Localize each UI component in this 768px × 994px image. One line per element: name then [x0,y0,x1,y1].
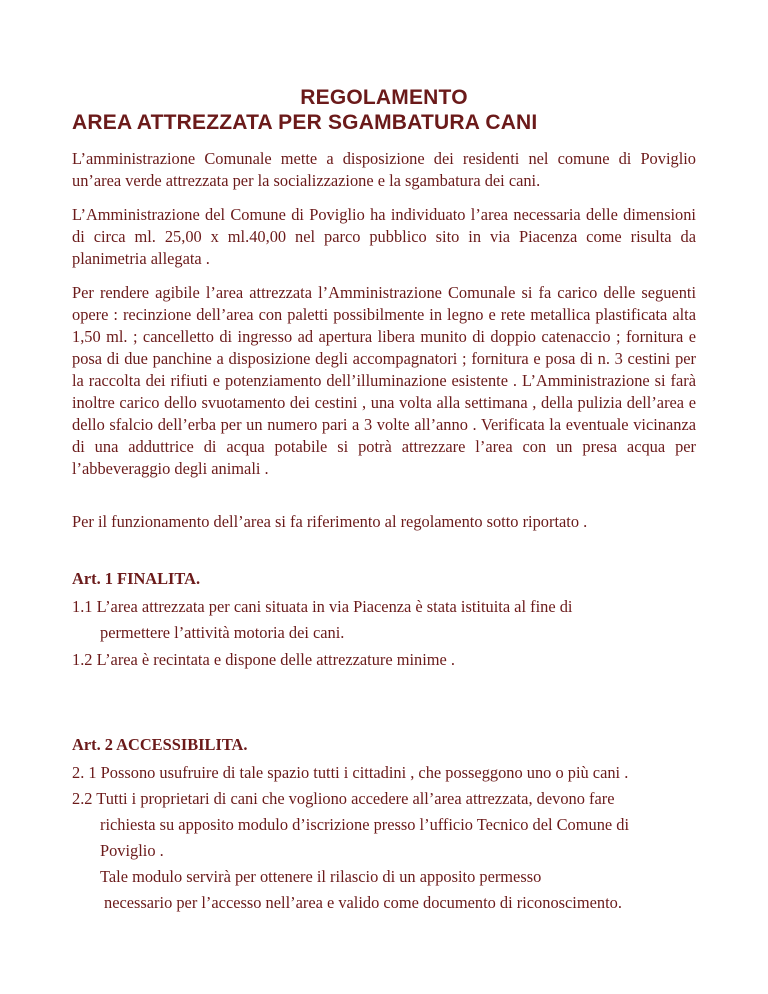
document-title: REGOLAMENTO [300,86,468,109]
article-2-item-2-line-3: Poviglio . [100,841,164,860]
article-2-item-2-line-4: Tale modulo servirà per ottenere il rilascio di un apposito permesso [100,867,542,886]
document-subtitle: AREA ATTREZZATA PER SGAMBATURA CANI [72,111,538,134]
article-1-item-1-line-1: 1.1 L’area attrezzata per cani situata in via Piacenza è stata istituita al fine di [72,597,573,616]
article-1-heading: Art. 1 FINALITA. [72,569,201,588]
intro-paragraph-3: Per rendere agibile l’area attrezzata l’Amministrazione Comunale si fa carico delle seguenti opere : recinzione dell’area con paletti possibilmente in legno e rete metallica plastificata alta 1,50 ml. ; cancelletto di ingresso ad apertura libera munito di doppio catenaccio ; fornitura e posa di due panchine a disposizione degli accompagnatori ; fornitura e posa di n. 3 cestini per la raccolta dei rifiuti e potenziamento dell’illuminazione esistente . L’Amministrazione si farà inoltre carico dello svuotamento dei cestini , una volta alla settimana , della pulizia dell’area e dello sfalcio dell’erba per un numero pari a 3 volte all’anno . Verificata la eventuale vicinanza di una adduttrice di acqua potabile si potrà attrezzare l’area con un presa acqua per l’abbeveraggio degli animali . [72,283,696,478]
article-2-item-2-line-5: necessario per l’accesso nell’area e valido come documento di riconoscimento. [104,893,622,912]
article-2-item-1: 2. 1 Possono usufruire di tale spazio tutti i cittadini , che posseggono uno o più cani . [72,763,629,782]
intro-paragraph-2: L’Amministrazione del Comune di Poviglio ha individuato l’area necessaria delle dimensioni di circa ml. 25,00 x ml.40,00 nel parco pubblico sito in via Piacenza come risulta da planimetria allegata . [72,205,696,268]
article-2-item-2 [72,786,712,916]
article-2-item-2-line-2: richiesta su apposito modulo d’iscrizione presso l’ufficio Tecnico del Comune di [100,815,630,834]
article-1-item-1 [72,594,712,646]
article-2-heading: Art. 2 ACCESSIBILITA. [72,735,248,754]
article-1-item-1-line-2: permettere l’attività motoria dei cani. [100,623,345,642]
article-1-item-2: 1.2 L’area è recintata e dispone delle attrezzature minime . [72,650,456,669]
intro-paragraph-4: Per il funzionamento dell’area si fa riferimento al regolamento sotto riportato . [72,512,588,531]
article-2-item-2-line-1: 2.2 Tutti i proprietari di cani che vogliono accedere all’area attrezzata, devono fare [72,789,615,808]
intro-paragraph-1: L’amministrazione Comunale mette a disposizione dei residenti nel comune di Poviglio un’area verde attrezzata per la socializzazione e la sgambatura dei cani. [72,149,696,190]
